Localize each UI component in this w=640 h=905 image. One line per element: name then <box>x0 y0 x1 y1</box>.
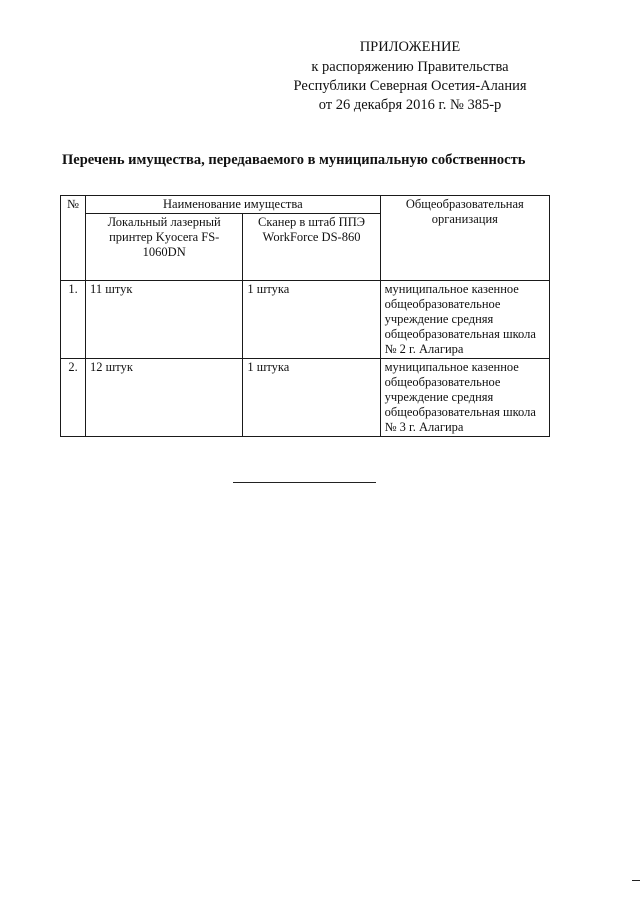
margin-mark <box>632 880 640 881</box>
table-row <box>61 281 550 359</box>
header-number: № <box>61 196 86 281</box>
row-scanner-qty: 1 штука <box>243 281 380 359</box>
row-number: 2. <box>61 359 86 437</box>
appendix-line-2: Республики Северная Осетия-Алания <box>293 78 527 94</box>
row-printer-qty: 11 штук <box>86 281 243 359</box>
appendix-heading: ПРИЛОЖЕНИЕ <box>359 39 461 55</box>
row-organization: муниципальное казенное общеобразовательное учреждение средняя общеобразовательная школа № 2 г. Алагира <box>380 281 549 359</box>
property-table <box>60 195 550 437</box>
header-printer: Локальный лазерный принтер Kyocera FS-1060DN <box>86 214 243 281</box>
table-header-row <box>61 196 550 214</box>
appendix-line-1: к распоряжению Правительства <box>311 59 509 75</box>
appendix-line-3: от 26 декабря 2016 г. № 385-р <box>318 97 502 113</box>
row-printer-qty: 12 штук <box>86 359 243 437</box>
row-scanner-qty: 1 штука <box>243 359 380 437</box>
header-organization: Общеобразовательная организация <box>380 196 549 281</box>
appendix-block <box>270 38 550 115</box>
header-scanner: Сканер в штаб ППЭ WorkForce DS-860 <box>243 214 380 281</box>
table-row <box>61 359 550 437</box>
document-title: Перечень имущества, передаваемого в муниципальную собственность <box>62 152 526 168</box>
closing-divider-line <box>233 482 376 483</box>
header-property-name: Наименование имущества <box>86 196 381 214</box>
row-organization: муниципальное казенное общеобразовательное учреждение средняя общеобразовательная школа № 3 г. Алагира <box>380 359 549 437</box>
row-number: 1. <box>61 281 86 359</box>
